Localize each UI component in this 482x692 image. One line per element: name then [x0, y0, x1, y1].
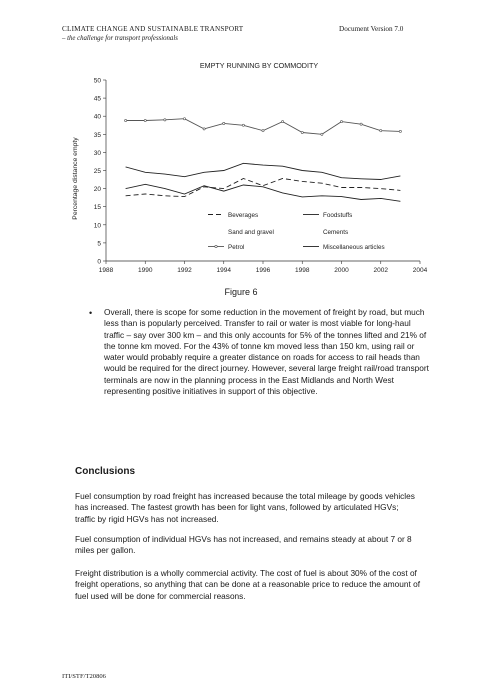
- conclusion-paragraph-2: Fuel consumption of individual HGVs has not increased, and remains steady at about 7 or 8 miles per gallon.: [75, 534, 412, 556]
- series-point-petrol: [399, 130, 401, 132]
- legend-label-foodstuffs: Foodstuffs: [323, 212, 353, 219]
- series-point-petrol: [223, 122, 225, 124]
- y-tick-label: 10: [93, 222, 101, 230]
- y-tick-label: 0: [97, 258, 101, 266]
- conclusion-paragraph-1: Fuel consumption by road freight has increased because the total mileage by goods vehicles has increased. The fastest growth has been for light vans, followed by articulated HGVs; traffic by rigid HGVs has not increased.: [75, 491, 415, 524]
- series-point-petrol: [301, 131, 303, 133]
- document-version: Document Version 7.0: [339, 25, 404, 33]
- y-tick-label: 25: [93, 168, 101, 175]
- empty-running-chart: [58, 56, 446, 288]
- x-tick-label: 1992: [177, 267, 192, 274]
- legend-label-miscellaneous-articles: Miscellaneous articles: [323, 244, 385, 251]
- y-axis-label: Percentage distance empty: [72, 137, 79, 220]
- chart-title: EMPTY RUNNING BY COMMODITY: [199, 61, 319, 70]
- series-point-petrol: [262, 130, 264, 132]
- series-point-petrol: [321, 133, 323, 135]
- document-footer: ITI/STF/T20806: [62, 673, 106, 680]
- series-point-petrol: [125, 119, 127, 121]
- series-point-petrol: [144, 119, 146, 121]
- series-line-beverages: [126, 179, 401, 197]
- legend-label-sand-and-gravel: Sand and gravel: [228, 229, 274, 236]
- series-line-foodstuffs: [126, 184, 401, 201]
- y-tick-label: 35: [93, 131, 101, 139]
- series-line-miscellaneous-articles: [126, 163, 401, 179]
- series-point-petrol: [340, 121, 342, 123]
- y-tick-label: 50: [93, 77, 101, 85]
- y-tick-label: 5: [97, 240, 101, 248]
- y-tick-label: 40: [93, 113, 101, 121]
- series-point-petrol: [183, 118, 185, 120]
- y-tick-label: 30: [93, 149, 101, 157]
- bullet-paragraph: Overall, there is scope for some reduction in the movement of freight by road, but much less than is popularly perceived. Transfer to rail or water is most viable for long-haul traffic – say over 300 km – and this only accounts for 5% of the tonnes lifted and 21% of the tonne km moved. For the 43% of tonne km moved less than 150 km, using rail or water would probably require a greater distance on roads for access to rail heads than would be required for the direct journey. However, several large freight rail/road transport terminals are now in the planning process in the East Midlands and North West representing positive initiatives in support of this objective.: [104, 307, 429, 397]
- x-tick-label: 1998: [295, 267, 310, 274]
- legend-marker-petrol: [215, 245, 217, 247]
- chart-svg: [58, 56, 446, 288]
- x-tick-label: 1996: [255, 267, 271, 274]
- legend-label-petrol: Petrol: [228, 244, 245, 251]
- legend-label-cements: Cements: [323, 229, 349, 236]
- x-tick-label: 2002: [373, 267, 388, 274]
- y-tick-label: 20: [93, 186, 101, 194]
- x-tick-label: 1988: [98, 267, 114, 274]
- series-point-petrol: [242, 124, 244, 126]
- document-title: CLIMATE CHANGE AND SUSTAINABLE TRANSPORT: [62, 25, 244, 33]
- x-tick-label: 2004: [412, 267, 428, 274]
- conclusions-heading: Conclusions: [75, 466, 136, 477]
- y-tick-label: 15: [93, 204, 101, 212]
- document-header: [62, 25, 243, 43]
- x-tick-label: 2000: [334, 267, 349, 274]
- y-tick-label: 45: [93, 95, 101, 103]
- series-point-petrol: [282, 121, 284, 123]
- x-tick-label: 1994: [216, 267, 231, 274]
- series-point-petrol: [380, 130, 382, 132]
- bullet-symbol: •: [89, 308, 93, 318]
- x-tick-label: 1990: [138, 267, 153, 274]
- figure-caption: Figure 6: [224, 287, 258, 297]
- conclusion-paragraph-3: Freight distribution is a wholly commercial activity. The cost of fuel is about 30% of the cost of freight operations, so anything that can be done at a reasonable price to reduce the amount of fuel used will be done for commercial reasons.: [75, 568, 421, 601]
- series-point-petrol: [203, 128, 205, 130]
- legend-label-beverages: Beverages: [228, 212, 259, 219]
- series-point-petrol: [360, 123, 362, 125]
- series-point-petrol: [164, 119, 166, 121]
- document-subtitle: – the challenge for transport professionals: [62, 35, 178, 42]
